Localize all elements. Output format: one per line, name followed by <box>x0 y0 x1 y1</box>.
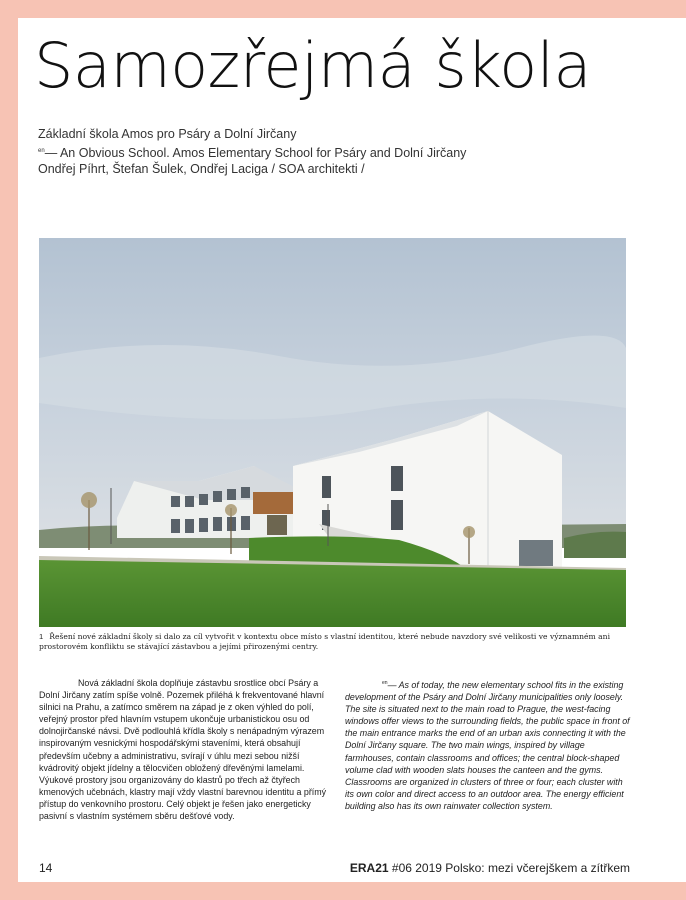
front-lawn <box>39 560 626 627</box>
article-title: Samozřejmá škola <box>34 29 591 102</box>
school-photo <box>39 238 626 627</box>
body-paragraph-english <box>345 677 630 812</box>
ground-floor-glazing <box>519 540 553 566</box>
caption-number: 1 <box>39 632 44 641</box>
magazine-page <box>18 18 686 882</box>
photo-caption <box>39 632 629 652</box>
page-number: 14 <box>39 861 53 875</box>
language-tag-en: en <box>38 147 45 154</box>
language-tag-en: en <box>382 680 388 686</box>
article-subtitle <box>38 126 466 178</box>
magazine-issue: #06 2019 Polsko: mezi včerejškem a zítřkem <box>388 861 630 875</box>
subtitle-czech: Základní škola Amos pro Psáry a Dolní Jirčany <box>38 127 297 141</box>
subtitle-english <box>38 143 466 162</box>
timber-volume <box>253 492 293 514</box>
magazine-footer <box>350 861 630 875</box>
magazine-name: ERA21 <box>349 861 389 875</box>
body-text-czech <box>39 677 329 822</box>
subtitle-authors: Ondřej Píhrt, Štefan Šulek, Ondřej Laciga / SOA architekti / <box>38 162 365 176</box>
caption-text: Řešení nové základní školy si dalo za cíl vytvořit v kontextu obce místo s vlastní identitou, které nebude navzdory své velikosti ve významném ani prostorovém konfliktu se stávající zástavbou a jejími přirozenými centry. <box>39 632 610 651</box>
entrance-glazing <box>267 515 287 535</box>
subtitle-english-text: — An Obvious School. Amos Elementary School for Psáry and Dolní Jirčany <box>44 145 467 160</box>
body-text-english <box>345 677 630 812</box>
body-english-text: — As of today, the new elementary school fits in the existing development of the Psáry and Dolní Jirčany municipalities only loosely. The site is situated next to the main road to Prague, the west-facing windows offer views to the surrounding fields, the public space in front of the main entrance marks the end of an urban axis connecting it with the Dolní Jirčany square. The two main wings, inspired by village farmhouses, contain classrooms and offices; the central block-shaped volume clad with wooden slats houses the canteen and the gyms. Classrooms are organized in clusters of three or four; each cluster with its own color and direct access to an outdoor area. The energy efficient building also has its own rainwater collection system. <box>345 680 630 811</box>
body-paragraph-czech: Nová základní škola doplňuje zástavbu srostlice obcí Psáry a Dolní Jirčany zatím spíše volně. Pozemek přiléhá k frekventované hlavní silnici na Prahu, a zatímco směrem na západ je z oken výhled do polí, veřejný prostor před hlavním vstupem ukončuje urbanistickou osu od dolnojirčanské návsi. Dvě podlouhlá křídla školy s nenápadným výrazem inspirovaným vesnickými hospodářskými staveními, která obsahují především učebny a administrativu, svírají v úhlu mezi sebou nižší kvádrovitý objekt jídelny a tělocvičen obložený dřevěnými lamelami. Výukové prostory jsou organizovány do klastrů po třech až čtyřech kmenových učebnách, klastry mají vždy vlastní barevnou identitu a přímý přístup do venkovního prostoru. Celý objekt je řešen jako energeticky pasivní s vlastním systémem sběru dešťové vody. <box>39 678 327 822</box>
